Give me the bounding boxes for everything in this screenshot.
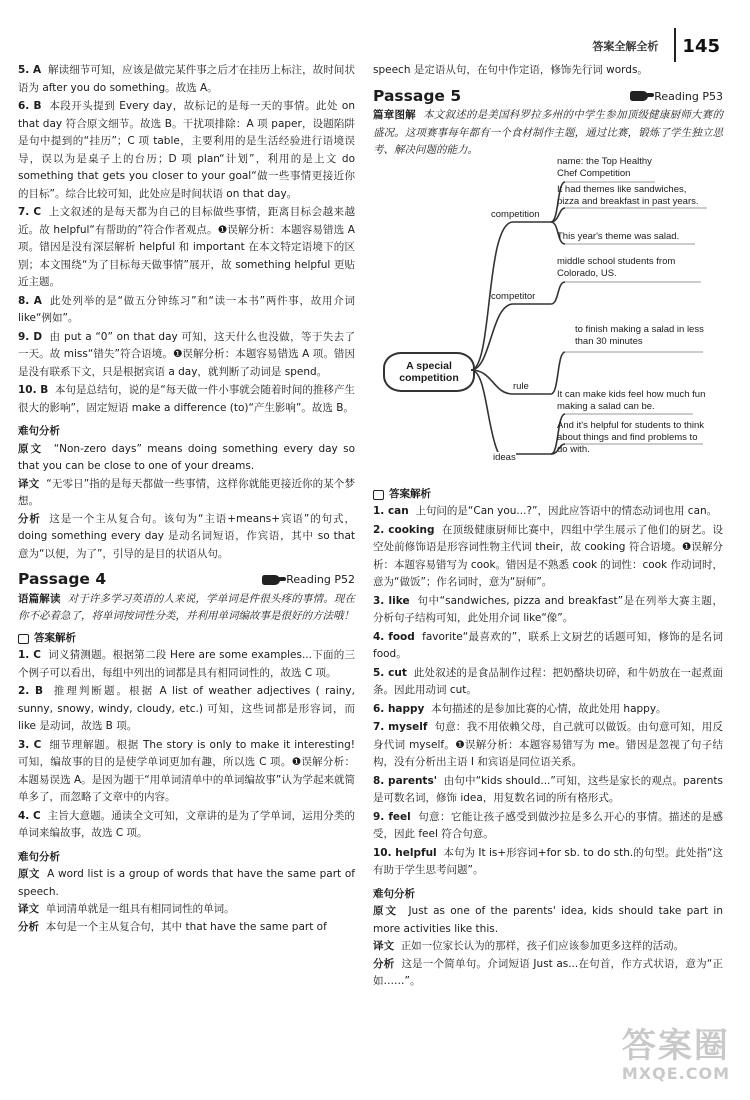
- leaf-this-year: This year's theme was salad.: [557, 230, 680, 242]
- answer-key: 7. C: [18, 206, 42, 218]
- answer-key: 1. C: [18, 649, 41, 661]
- answer-item: [18, 737, 355, 807]
- mind-map-lines: [373, 164, 723, 464]
- leaf-idea-2: And it's helpful for students to think about things and find problems to do with.: [557, 419, 705, 455]
- pointing-hand-icon: [262, 575, 280, 585]
- answer-key: 8. A: [18, 294, 42, 307]
- answer-explanation: 主旨大意题。通读全文可知，文章讲的是为了学单词，运用分类的单词来编故事，故选 C 项。: [18, 809, 356, 839]
- analysis-label: 译文: [18, 903, 39, 915]
- answer-item: [18, 683, 355, 736]
- right-column: [373, 62, 723, 991]
- answer-item: [373, 773, 723, 808]
- leaf-themes: It had themes like sandwiches, pizza and breakfast in past years.: [557, 183, 699, 207]
- answer-item: [373, 845, 723, 880]
- section-tag: 答案全解全析: [592, 40, 659, 54]
- answer-key: 3. C: [18, 738, 42, 751]
- answer-item: [18, 293, 355, 328]
- analysis-row: [18, 476, 355, 511]
- mind-map: [373, 155, 723, 464]
- analysis-row: [18, 441, 355, 476]
- answer-explanation: 在顶级健康厨师比赛中，四组中学生展示了他们的厨艺。设空处前修饰语是形容词性物主代词 their，故 cooking 符合语境。❶误解分析：本题容易错写为 cook。错因是不熟悉 cook 的词性：cook 作动词时，意为“做饭”；作名词时，意为“厨师”。: [373, 523, 723, 588]
- answer-explanation: 此处叙述的是食品制作过程：把奶酪块切碎，和牛奶放在一起煮面条。因此用动词 cut。: [373, 666, 724, 696]
- answer-item: [18, 808, 355, 843]
- analysis-label: 分析: [18, 920, 39, 933]
- answer-explanation: 句意：它能让孩子感受到做沙拉是多么开心的事情。描述的是感受，因此 feel 符合句意。: [373, 810, 723, 840]
- answer-item: [373, 503, 723, 521]
- difficult-sentence-heading: 难句分析: [373, 887, 415, 900]
- analysis-row: [18, 866, 355, 901]
- analysis-text: 本句是一个主从复合句，其中 that have the same part of: [45, 920, 327, 933]
- answer-item: [18, 647, 355, 682]
- answer-item: [373, 719, 723, 772]
- answer-key: 1. can: [373, 505, 409, 517]
- page-header: [592, 36, 720, 58]
- branch-competition: competition: [491, 208, 540, 220]
- answer-key: 4. C: [18, 809, 41, 822]
- answer-key: 6. happy: [373, 702, 425, 715]
- analysis-text: Just as one of the parents' idea, kids should take part in more activities like this.: [373, 905, 723, 935]
- answer-item: [18, 98, 355, 203]
- analysis-row: [18, 511, 355, 564]
- answer-key: 9. D: [18, 330, 43, 343]
- leaf-name: name: the Top Healthy Chef Competition: [557, 155, 652, 179]
- analysis-row: [373, 956, 723, 991]
- passage-intro: 篇章图解 本文叙述的是美国科罗拉多州的中学生参加顶级健康厨师大赛的盛况。这项赛事每年都有一个食材制作主题，通过比赛，锻炼了学生独立思考、解决问题的能力。: [373, 109, 723, 156]
- answer-list-p5: [373, 503, 723, 880]
- answer-explanation: 此处列举的是“做五分钟练习”和“读一本书”两件事，故用介词 like“例如”。: [18, 294, 356, 324]
- reading-ref: Reading P53: [630, 88, 723, 106]
- answer-key: 9. feel: [373, 810, 411, 823]
- passage-title: Passage 5: [373, 86, 462, 105]
- analysis-label: 译文: [373, 940, 394, 952]
- answer-item: [18, 62, 355, 97]
- analysis-text: 正如一位家长认为的那样，孩子们应该参加更多这样的活动。: [400, 940, 685, 952]
- analysis-row: [373, 938, 723, 956]
- answer-item: [373, 593, 723, 628]
- answer-explanation: 本句描述的是参加比赛的心情，故此处用 happy。: [431, 702, 667, 715]
- lock-icon: [373, 490, 384, 500]
- branch-competitor: competitor: [491, 290, 536, 302]
- analysis-text: “无零日”指的是每天都做一些事情，这样你就能更接近你的某个梦想。: [18, 477, 355, 507]
- answer-key: 10. B: [18, 384, 49, 396]
- answer-item: [373, 809, 723, 844]
- passage-intro: 语篇解读 对于许多学习英语的人来说，学单词是件很头疼的事情。现在你不必着急了，将单词按词性分类，并利用单词编故事是很好的方法哦！: [18, 592, 356, 622]
- answer-explanation: 词义猜测题。根据第二段 Here are some examples...下面的三个例子可以看出，每组中列出的词都是具有相同词性的，故选 C 项。: [18, 649, 356, 679]
- answer-explanation: favorite“最喜欢的”，联系上文厨艺的话题可知，修饰的是名词 food。: [373, 630, 723, 660]
- answer-list-p3: [18, 62, 355, 417]
- answer-heading: 答案解析: [373, 486, 723, 504]
- analysis-row: [18, 901, 355, 919]
- passage-title: Passage 4: [18, 570, 107, 588]
- difficult-sentence-analysis: [18, 866, 355, 936]
- leaf-idea-1: It can make kids feel how much fun making a salad can be.: [557, 388, 706, 412]
- answer-key: 8. parents': [373, 774, 437, 787]
- answer-explanation: 由句中“kids should...”可知，这些是家长的观点。parents 是可数名词，修饰 idea，用复数名词的所有格形式。: [373, 774, 723, 804]
- lock-icon: [18, 634, 29, 644]
- analysis-label: 原文: [373, 905, 398, 917]
- answer-explanation: 上文叙述的是每天都为自己的目标做些事情，距离目标会越来越近。故 helpful“有帮助的”符合作者观点。❶误解分析：本题容易错选 A 项。错因是没有深层解析 helpful 和 important 在本文特定语境下的区别；本文围绕“为了目标每天做事情”展开，故 something helpful 更贴近主题。: [18, 206, 356, 288]
- analysis-label: 原文: [18, 442, 44, 455]
- answer-explanation: 句中“sandwiches, pizza and breakfast”是在列举大赛主题，分析句子结构可知，此处用介词 like“像”。: [373, 594, 723, 624]
- answer-key: 2. B: [18, 685, 43, 697]
- analysis-label: 原文: [18, 868, 40, 880]
- analysis-row: [373, 903, 723, 938]
- passage-5-header: [373, 88, 723, 106]
- left-column: [18, 62, 355, 936]
- answer-explanation: 本句是总结句，说的是“每天做一件小事就会随着时间的推移产生很大的影响”，固定短语 make a difference (to)“产生影响”。故选 B。: [18, 384, 355, 414]
- analysis-label: 分析: [373, 957, 395, 970]
- answer-key: 3. like: [373, 594, 410, 607]
- passage-4-header: [18, 571, 355, 589]
- answer-item: [373, 629, 723, 664]
- answer-key: 2. cooking: [373, 523, 435, 536]
- answer-item: [373, 522, 723, 592]
- branch-ideas: ideas: [493, 451, 516, 463]
- answer-item: [18, 204, 355, 292]
- header-divider: [674, 28, 676, 62]
- answer-item: [18, 382, 355, 417]
- answer-list-p4: [18, 647, 355, 843]
- answer-explanation: 本段开头提到 Every day，故标记的是每一天的事情。此处 on that day 符合原文细节。故选 B。干扰项排除：A 项 paper，设题陷阱是句中提到的“挂历”；C 项 table，主要利用的是生活经验进行语境误导，误以为是桌子上的台历；D 项 plan“计划”，利用的是上文 do something that gets you closer to your goal“做一些事情更接近你的目标”。综合比较可知，此处应是时间状语 on that day。: [18, 100, 355, 200]
- pointing-hand-icon: [630, 91, 648, 101]
- mind-map-center: A special competition: [383, 352, 475, 392]
- analysis-text: 单词清单就是一组具有相同词性的单词。: [45, 903, 235, 915]
- answer-explanation: 解读细节可知，应该是做完某件事之后才在挂历上标注，故时间状语为 after you do something。故选 A。: [18, 64, 355, 94]
- answer-heading: 答案解析: [18, 630, 355, 648]
- branch-rule: rule: [513, 380, 529, 392]
- answer-explanation: 由 put a “0” on that day 可知，这天什么也没做，等于失去了一天。故 miss“错失”符合语境。❶误解分析：本题容易错选 A 项。错因是没有联系下文，只是根据宾语 a day，就判断了动词是 spend。: [18, 330, 355, 378]
- difficult-sentence-analysis: [373, 903, 723, 991]
- page-number: 145: [682, 36, 720, 58]
- reading-ref: Reading P52: [262, 571, 355, 589]
- answer-item: [18, 329, 355, 382]
- answer-key: 7. myself: [373, 721, 428, 733]
- answer-explanation: 句意：我不用依赖父母，自己就可以做饭。由句意可知，用反身代词 myself。❶误解分析：本题容易错写为 me。错因是忽视了句子结构，没有分析出主语 I 和宾语是同位语关系。: [373, 721, 723, 768]
- difficult-sentence-heading: 难句分析: [18, 425, 60, 437]
- analysis-text: 这是一个简单句。介词短语 Just as...在句首，作方式状语，意为“正如……”。: [373, 957, 723, 987]
- answer-item: [373, 665, 723, 700]
- answer-key: 5. cut: [373, 666, 407, 679]
- leaf-rule: to finish making a salad in less than 30 minutes: [575, 323, 704, 347]
- answer-explanation: 推理判断题。根据 A list of weather adjectives ( rainy, sunny, snowy, windy, cloudy, etc.) 可知，这些词都是形容词，而 like 是动词，故选 B 项。: [18, 685, 355, 732]
- answer-explanation: 上句问的是“Can you...?”，因此应答语中的情态动词也用 can。: [415, 505, 718, 517]
- answer-key: 6. B: [18, 100, 42, 112]
- leaf-competitor: middle school students from Colorado, US.: [557, 255, 676, 279]
- analysis-text: A word list is a group of words that have the same part of speech.: [18, 868, 355, 898]
- watermark-logo: 答案圈 MXQE.COM: [621, 1025, 730, 1083]
- answer-explanation: 细节理解题。根据 The story is only to make it interesting! 可知，编故事的目的是使学单词更加有趣，所以选 C 项。❶误解分析：本题易误选 A。是因为题干“用单词清单中的单词编故事”认为学起来就简单多了，而忽略了文章中的内容。: [18, 738, 355, 803]
- analysis-label: 分析: [18, 512, 41, 525]
- continued-text: speech 是定语从句，在句中作定语，修饰先行词 words。: [373, 64, 648, 76]
- answer-explanation: 本句为 It is+形容词+for sb. to do sth.的句型。此处指“这有助于学生思考问题”。: [373, 846, 723, 876]
- analysis-text: “Non-zero days” means doing something every day so that you can be close to one of your dreams.: [18, 442, 355, 472]
- answer-key: 5. A: [18, 64, 42, 76]
- answer-item: [373, 701, 723, 719]
- analysis-label: 译文: [18, 477, 40, 490]
- answer-key: 10. helpful: [373, 846, 437, 859]
- analysis-row: [18, 919, 355, 937]
- difficult-sentence-analysis: [18, 441, 355, 564]
- difficult-sentence-heading: 难句分析: [18, 850, 60, 863]
- analysis-text: 这是一个主从复合句。该句为“主语+means+宾语”的句式，doing something every day 是动名词短语，作宾语，其中 so that 意为“以便，为了”，引导的是目的状语从句。: [18, 512, 355, 560]
- answer-key: 4. food: [373, 630, 415, 643]
